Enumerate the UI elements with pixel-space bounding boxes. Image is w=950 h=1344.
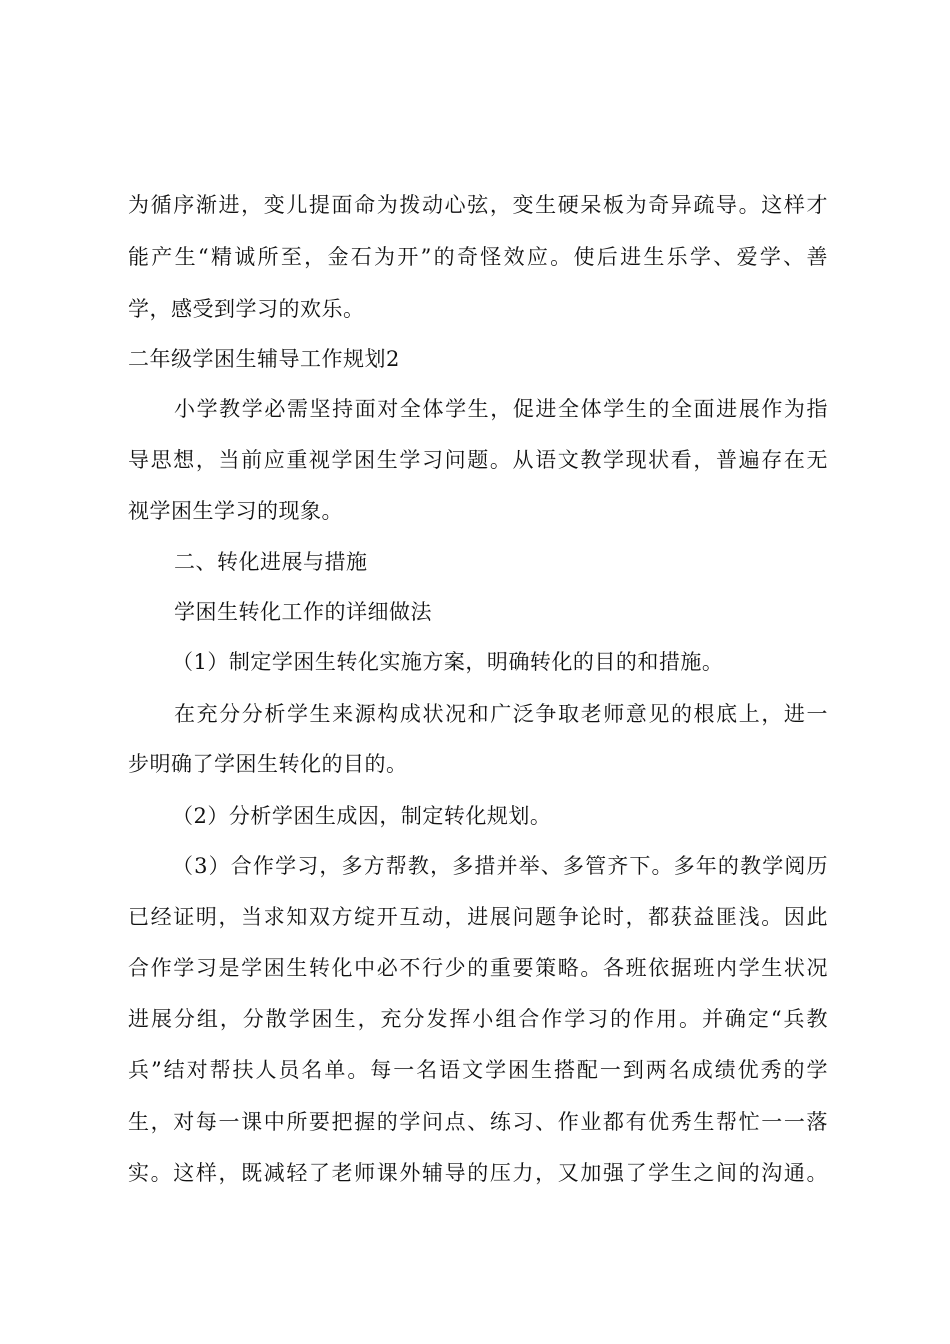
paragraph-line-3: 学，感受到学习的欢乐。 <box>128 297 365 321</box>
item-3-line-5: 兵”结对帮扶人员名单。每一名语文学困生搭配一到两名成绩优秀的学 <box>128 1058 828 1082</box>
paragraph-line-7: 视学困生学习的现象。 <box>128 499 343 523</box>
item-3-line-1: （3）合作学习，多方帮教，多措并举、多管齐下。多年的教学阅历 <box>172 854 828 878</box>
paragraph-line-2: 能产生“精诚所至，金石为开”的奇怪效应。使后进生乐学、爱学、善 <box>128 245 828 269</box>
item-3-line-4: 进展分组，分散学困生，充分发挥小组合作学习的作用。并确定“兵教 <box>128 1007 828 1031</box>
section-heading: 二年级学困生辅导工作规划2 <box>128 347 400 371</box>
paragraph-line-5: 小学教学必需坚持面对全体学生，促进全体学生的全面进展作为指 <box>174 397 828 421</box>
item-3-line-6: 生，对每一课中所要把握的学问点、练习、作业都有优秀生帮忙一一落 <box>128 1110 828 1134</box>
item-1-line: （1）制定学困生转化实施方案，明确转化的目的和措施。 <box>172 650 724 674</box>
paragraph-line-12: 步明确了学困生转化的目的。 <box>128 752 408 776</box>
item-3-line-7: 实。这样，既减轻了老师课外辅导的压力，又加强了学生之间的沟通。 <box>128 1161 828 1185</box>
paragraph-line-6: 导思想，当前应重视学困生学习问题。从语文教学现状看，普遍存在无 <box>128 448 828 472</box>
item-3-line-2: 已经证明，当求知双方绽开互动，进展问题争论时，都获益匪浅。因此 <box>128 905 828 929</box>
paragraph-line-11: 在充分分析学生来源构成状况和广泛争取老师意见的根底上，进一 <box>174 702 828 726</box>
item-2-line: （2）分析学困生成因，制定转化规划。 <box>172 804 552 828</box>
subheading-methods: 学困生转化工作的详细做法 <box>174 600 432 624</box>
paragraph-line-1: 为循序渐进，变儿提面命为拨动心弦，变生硬呆板为奇异疏导。这样才 <box>128 193 828 217</box>
subheading-measures: 二、转化进展与措施 <box>174 550 368 574</box>
item-3-line-3: 合作学习是学困生转化中必不行少的重要策略。各班依据班内学生状况 <box>128 956 828 980</box>
